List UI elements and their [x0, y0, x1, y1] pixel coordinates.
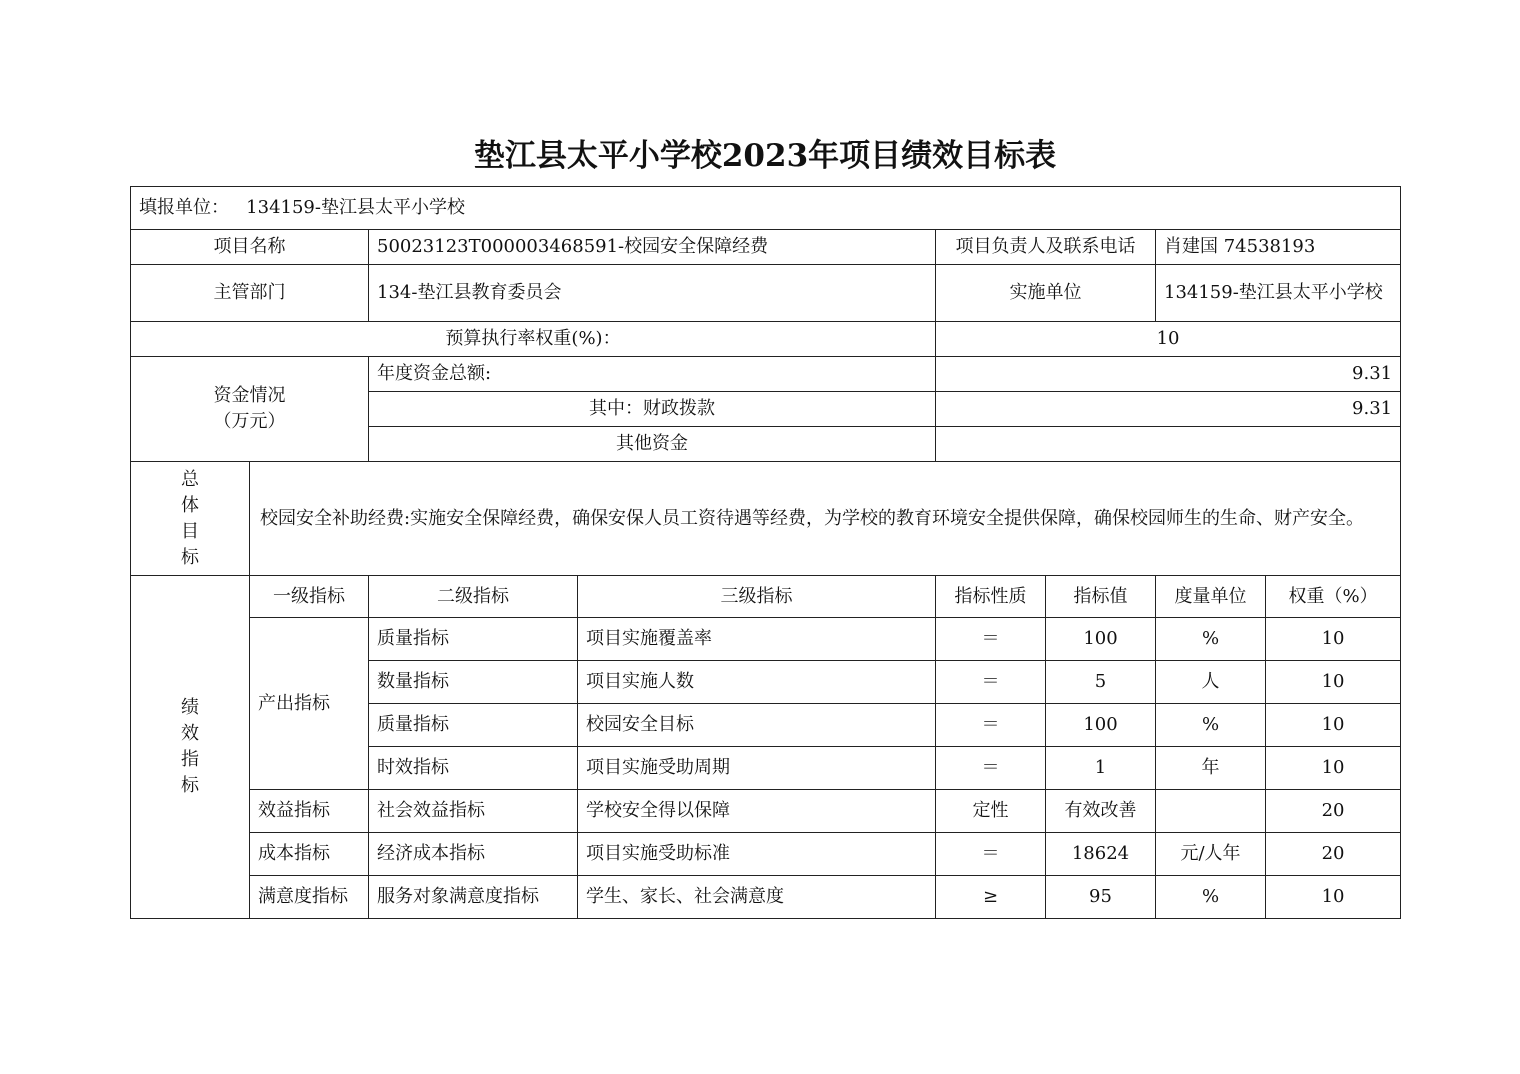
- nature-cell: ＝: [936, 704, 1046, 747]
- page-title: 垫江县太平小学校2023年项目绩效目标表: [473, 138, 1057, 174]
- indicator-header-row: [131, 576, 1401, 618]
- nature-cell: ＝: [936, 661, 1046, 704]
- project-name-label: 项目名称: [131, 230, 369, 265]
- weight-cell: 10: [1266, 747, 1401, 790]
- project-name-row: [131, 230, 1401, 265]
- nature-cell: ＝: [936, 747, 1046, 790]
- contact-value: 肖建国 74538193: [1156, 230, 1401, 265]
- indicators-label-char: 指: [181, 749, 199, 770]
- header-level1: 一级指标: [250, 576, 369, 618]
- funds-fiscal-label: 其中：财政拨款: [369, 392, 936, 427]
- unit-cell: %: [1156, 618, 1266, 661]
- level3-cell: 项目实施人数: [578, 661, 936, 704]
- budget-label: 预算执行率权重(%)：: [131, 322, 936, 357]
- level2-cell: 经济成本指标: [369, 833, 578, 876]
- filler-row: [131, 187, 1401, 230]
- goal-label-char: 标: [181, 546, 199, 568]
- table-row: [131, 790, 1401, 833]
- level1-cell: 成本指标: [250, 833, 369, 876]
- funds-label: [131, 357, 369, 462]
- goal-label-char: 总: [181, 468, 199, 490]
- funds-label-line1: 资金情况: [213, 385, 286, 406]
- level1-cell: 满意度指标: [250, 876, 369, 919]
- nature-cell: ＝: [936, 618, 1046, 661]
- weight-cell: 20: [1266, 790, 1401, 833]
- nature-cell: ＝: [936, 833, 1046, 876]
- goal-row: [131, 462, 1401, 576]
- weight-cell: 10: [1266, 661, 1401, 704]
- level2-cell: 时效指标: [369, 747, 578, 790]
- level2-cell: 质量指标: [369, 704, 578, 747]
- filler-cell: [131, 187, 1401, 230]
- dept-value: 134-垫江县教育委员会: [369, 265, 936, 322]
- level3-cell: 学校安全得以保障: [578, 790, 936, 833]
- output-group-label: 产出指标: [250, 618, 369, 790]
- funds-other-value: [936, 427, 1401, 462]
- header-level2: 二级指标: [369, 576, 578, 618]
- value-cell: 5: [1046, 661, 1156, 704]
- weight-cell: 10: [1266, 618, 1401, 661]
- impl-value: 134159-垫江县太平小学校: [1156, 265, 1401, 322]
- level3-cell: 学生、家长、社会满意度: [578, 876, 936, 919]
- table-row: [131, 876, 1401, 919]
- funds-other-label: 其他资金: [369, 427, 936, 462]
- table-row: [131, 618, 1401, 661]
- value-cell: 18624: [1046, 833, 1156, 876]
- level2-cell: 数量指标: [369, 661, 578, 704]
- value-cell: 100: [1046, 704, 1156, 747]
- unit-cell: 年: [1156, 747, 1266, 790]
- unit-cell: 元/人年: [1156, 833, 1266, 876]
- level1-cell: 效益指标: [250, 790, 369, 833]
- weight-cell: 10: [1266, 704, 1401, 747]
- level3-cell: 校园安全目标: [578, 704, 936, 747]
- contact-label: 项目负责人及联系电话: [936, 230, 1156, 265]
- level3-cell: 项目实施受助周期: [578, 747, 936, 790]
- nature-cell: 定性: [936, 790, 1046, 833]
- unit-cell: 人: [1156, 661, 1266, 704]
- level3-cell: 项目实施受助标准: [578, 833, 936, 876]
- value-cell: 95: [1046, 876, 1156, 919]
- header-weight: 权重（%）: [1266, 576, 1401, 618]
- indicators-label-char: 标: [181, 775, 199, 796]
- funds-label-line2: （万元）: [213, 411, 286, 432]
- goal-label-char: 体: [181, 494, 199, 516]
- budget-value: 10: [936, 322, 1401, 357]
- unit-cell: %: [1156, 876, 1266, 919]
- header-value: 指标值: [1046, 576, 1156, 618]
- goal-label-char: 目: [181, 520, 199, 542]
- department-row: [131, 265, 1401, 322]
- filler-value: 134159-垫江县太平小学校: [246, 197, 465, 218]
- budget-row: [131, 322, 1401, 357]
- goal-label: [131, 462, 250, 576]
- unit-cell: [1156, 790, 1266, 833]
- level2-cell: 服务对象满意度指标: [369, 876, 578, 919]
- indicators-label-char: 效: [181, 723, 199, 744]
- table-row: [131, 833, 1401, 876]
- funds-total-value: 9.31: [936, 357, 1401, 392]
- funds-fiscal-value: 9.31: [936, 392, 1401, 427]
- performance-table: [130, 186, 1401, 919]
- funds-total-label: 年度资金总额:: [369, 357, 936, 392]
- weight-cell: 10: [1266, 876, 1401, 919]
- level2-cell: 质量指标: [369, 618, 578, 661]
- impl-label: 实施单位: [936, 265, 1156, 322]
- indicators-label: [131, 576, 250, 919]
- header-level3: 三级指标: [578, 576, 936, 618]
- unit-cell: %: [1156, 704, 1266, 747]
- goal-text: 校园安全补助经费:实施安全保障经费，确保安保人员工资待遇等经费，为学校的教育环境安全提供保障，确保校园师生的生命、财产安全。: [250, 462, 1401, 576]
- value-cell: 有效改善: [1046, 790, 1156, 833]
- dept-label: 主管部门: [131, 265, 369, 322]
- project-name-value: 50023123T000003468591-校园安全保障经费: [369, 230, 936, 265]
- funds-total-row: [131, 357, 1401, 392]
- level3-cell: 项目实施覆盖率: [578, 618, 936, 661]
- nature-cell: ≥: [936, 876, 1046, 919]
- header-nature: 指标性质: [936, 576, 1046, 618]
- weight-cell: 20: [1266, 833, 1401, 876]
- value-cell: 100: [1046, 618, 1156, 661]
- filler-label: 填报单位：: [139, 197, 229, 218]
- header-unit: 度量单位: [1156, 576, 1266, 618]
- value-cell: 1: [1046, 747, 1156, 790]
- level2-cell: 社会效益指标: [369, 790, 578, 833]
- indicators-label-char: 绩: [181, 697, 199, 718]
